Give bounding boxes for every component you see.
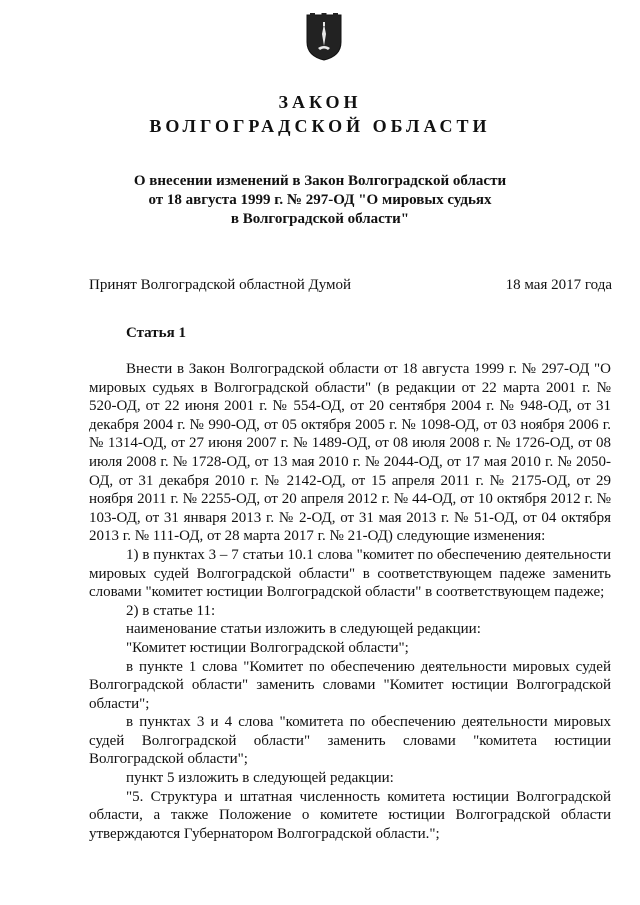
paragraph: в пункте 1 слова "Комитет по обеспечению деятельности мировых судей Волгоградской области" заменить словами "Комитет юстиции Волгоградской области"; xyxy=(89,658,611,712)
subtitle-line: О внесении изменений в Закон Волгоградской области xyxy=(133,173,507,189)
paragraph: 1) в пунктах 3 – 7 статьи 10.1 слова "комитет по обеспечению деятельности мировых судей Волгоградской области" в соответствующем падеже заменить словами "комитет юстиции Волгоградской области" в соответствующем падеже; xyxy=(89,546,611,601)
article-heading: Статья 1 xyxy=(126,325,186,341)
article-body xyxy=(89,360,611,843)
subtitle-line: в Волгоградской области" xyxy=(230,211,410,227)
adopted-by: Принят Волгоградской областной Думой xyxy=(89,277,352,293)
paragraph: "5. Структура и штатная численность комитета юстиции Волгоградской области, а также Положение о комитете юстиции Волгоградской области утверждаются Губернатором Волгоградской области."; xyxy=(89,788,611,842)
paragraph: 2) в статье 11: xyxy=(126,602,216,619)
subtitle-line: от 18 августа 1999 г. № 297-ОД "О мировых судьях xyxy=(148,192,492,208)
law-region-title: ВОЛГОГРАДСКОЙ ОБЛАСТИ xyxy=(149,116,491,136)
paragraph: Внести в Закон Волгоградской области от 18 августа 1999 г. № 297-ОД "О мировых судьях в Волгоградской области" (в редакции от 22 марта 2001 г. № 520-ОД, от 22 июня 2001 г. № 554-ОД, от 20 сентября 2004 г. № 948-ОД, от 31 декабря 2004 г. № 990-ОД, от 05 октября 2005 г. № 1098-ОД, от 03 ноября 2006 г. № 1314-ОД, от 27 июня 2007 г. № 1489-ОД, от 08 июля 2008 г. № 1726-ОД, от 08 июля 2008 г. № 1728-ОД, от 13 мая 2010 г. № 2044-ОД, от 17 мая 2010 г. № 2050-ОД, от 31 декабря 2010 г. № 2142-ОД, от 15 апреля 2011 г. № 2175-ОД, от 29 ноября 2011 г. № 2255-ОД, от 20 апреля 2012 г. № 44-ОД, от 10 октября 2012 г. № 103-ОД, от 31 января 2013 г. № 2-ОД, от 31 мая 2013 г. № 51-ОД, от 04 октября 2013 г. № 111-ОД, от 28 марта 2017 г. № 21-ОД) следующие изменения: xyxy=(89,361,611,545)
paragraph: в пунктах 3 и 4 слова "комитета по обеспечению деятельности мировых судей Волгоградской области" заменить словами "комитета юстиции Волгоградской области"; xyxy=(89,714,611,768)
paragraph: наименование статьи изложить в следующей редакции: xyxy=(126,621,481,638)
paragraph: "Комитет юстиции Волгоградской области"; xyxy=(126,639,409,656)
paragraph: пункт 5 изложить в следующей редакции: xyxy=(126,770,394,787)
law-subtitle xyxy=(0,172,640,229)
law-title: ЗАКОН xyxy=(278,92,362,112)
adoption-date: 18 мая 2017 года xyxy=(505,277,612,293)
coat-of-arms-icon xyxy=(304,12,344,62)
